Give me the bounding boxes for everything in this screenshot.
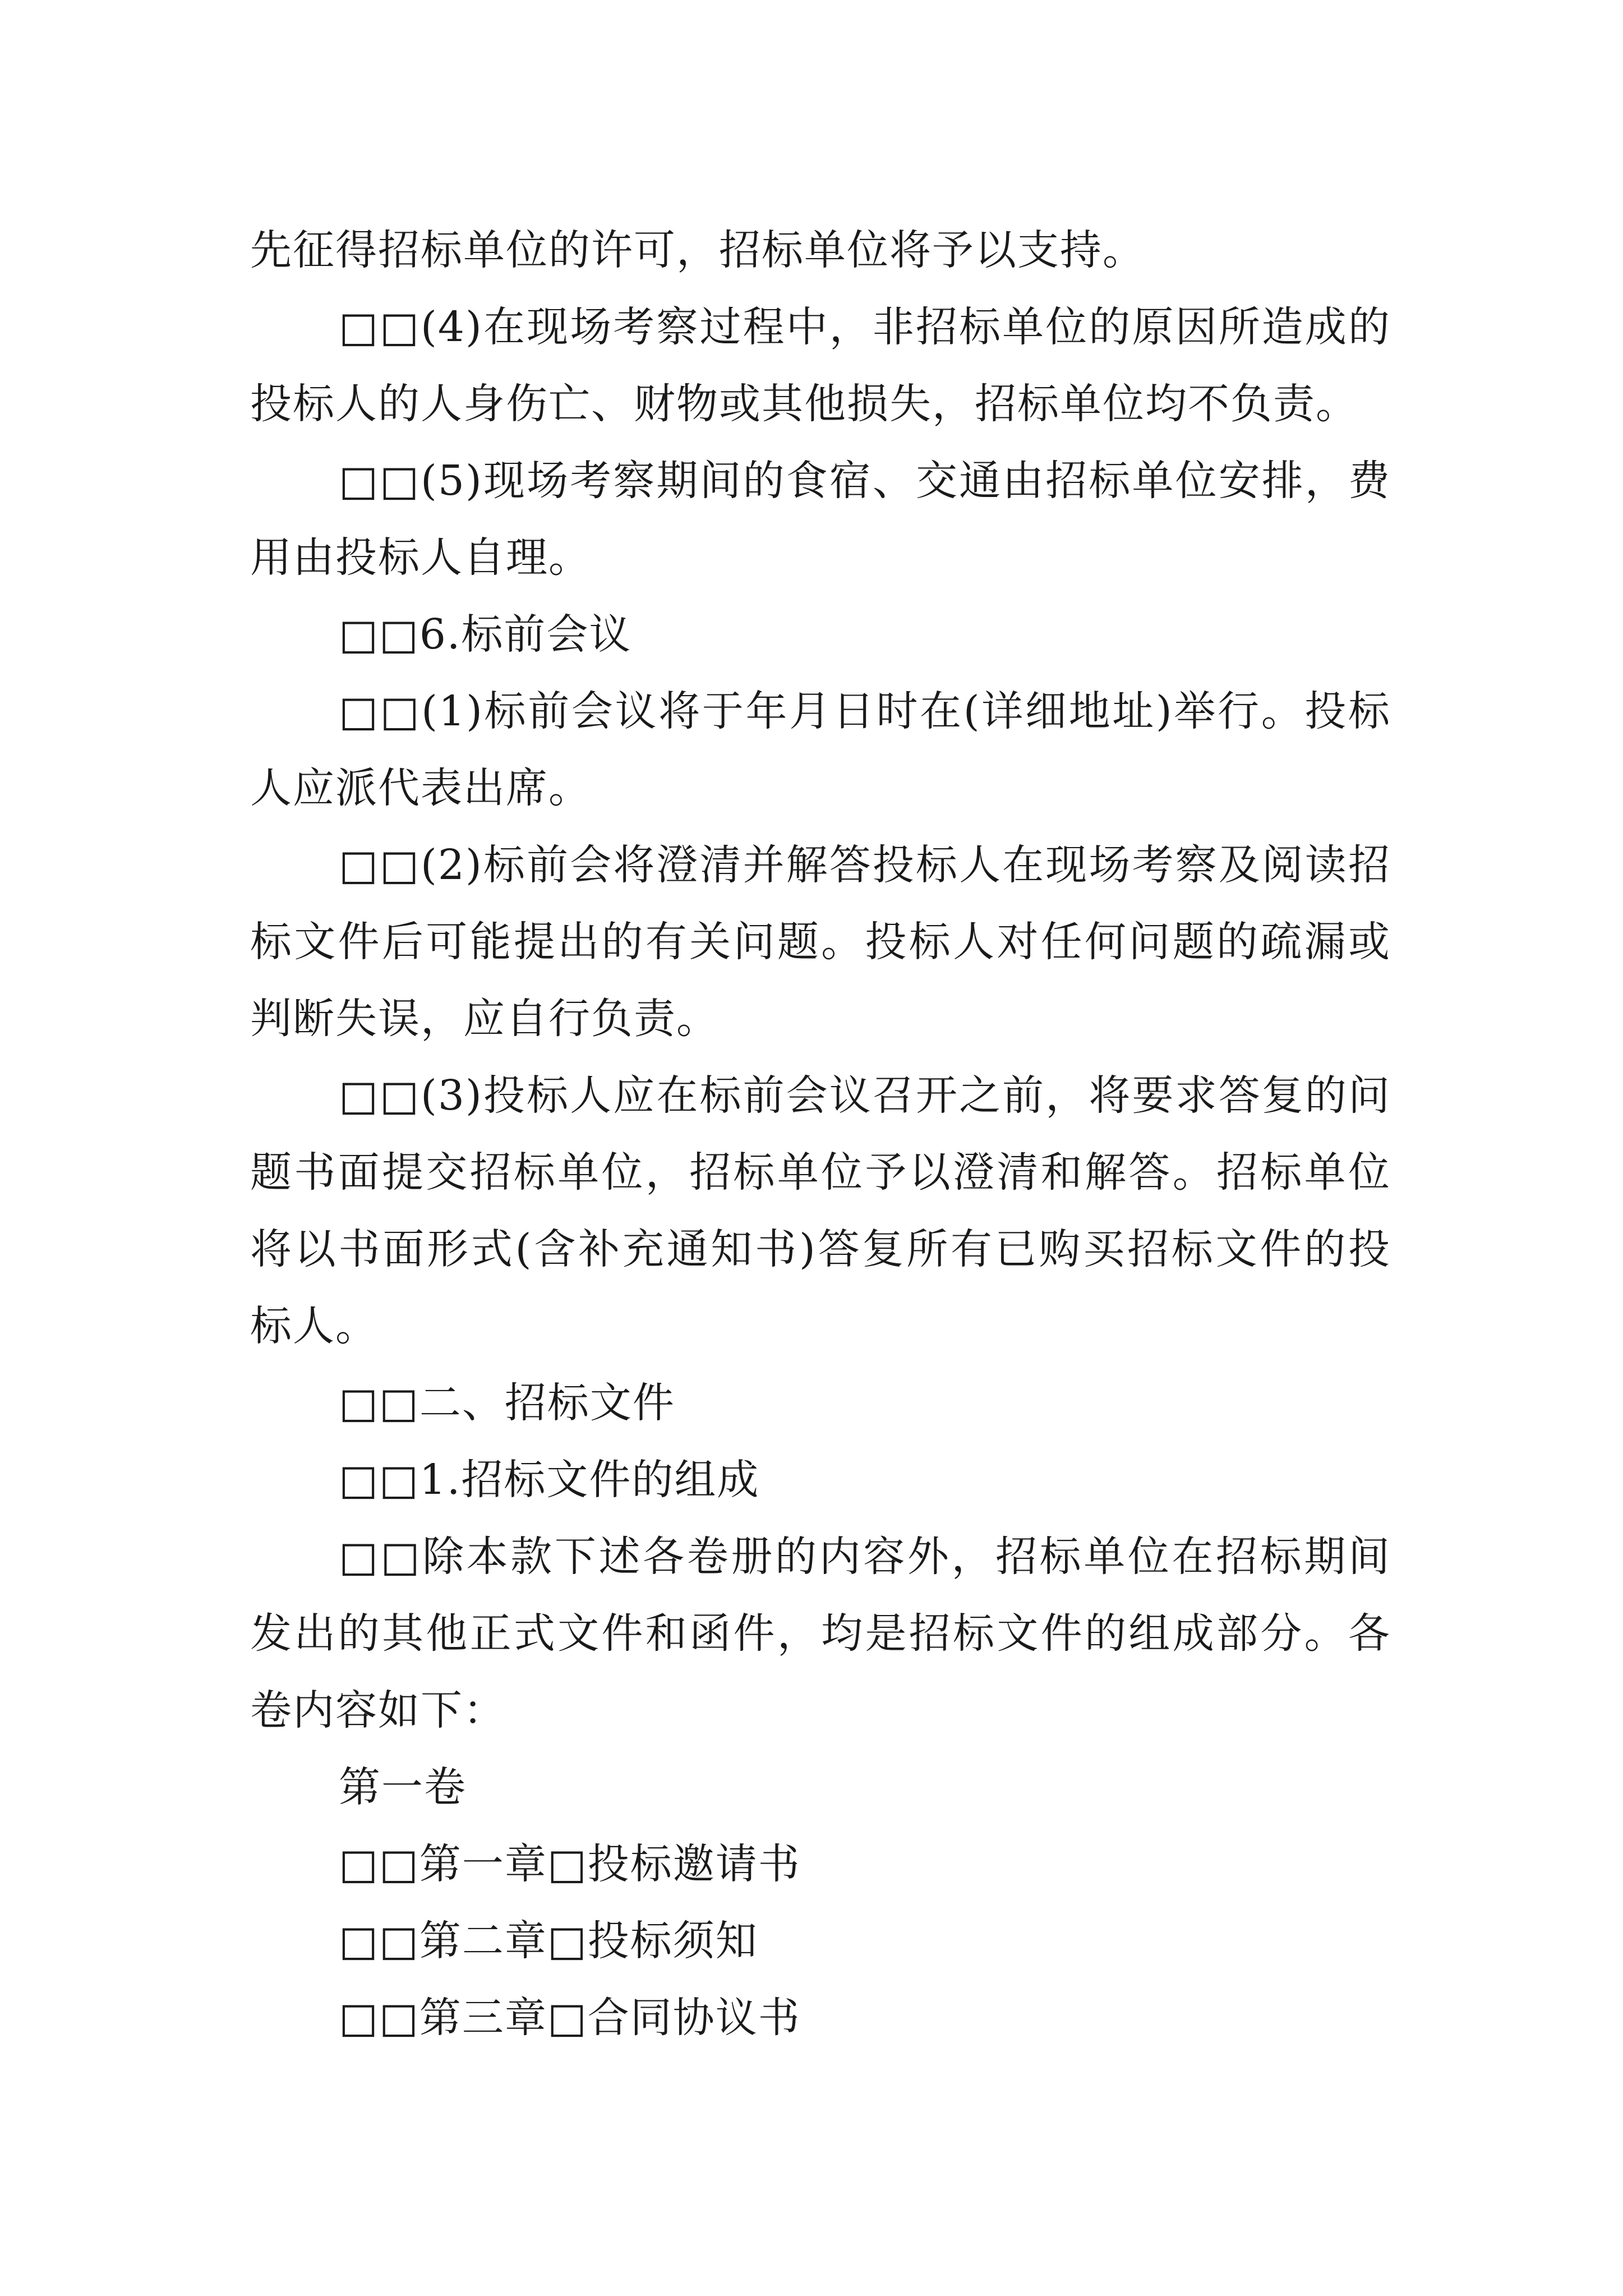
section-heading: □□6.标前会议 [339,610,632,659]
paragraph: □□(5)现场考察期间的食宿、交通由招标单位安排，费用由投标人自理。 [250,457,1391,582]
chapter-item: □□第三章□合同协议书 [339,1994,801,2042]
section-heading: □□二、招标文件 [339,1379,675,1427]
paragraph: 先征得招标单位的许可，招标单位将予以支持。 [250,226,1145,274]
subsection-heading: □□1.招标文件的组成 [339,1456,760,1504]
volume-heading: 第一卷 [339,1763,467,1811]
document-body [250,212,1391,2056]
paragraph: □□(3)投标人应在标前会议召开之前，将要求答复的问题书面提交招标单位，招标单位予以澄清和解答。招标单位将以书面形式(含补充通知书)答复所有已购买招标文件的投标人。 [250,1071,1391,1350]
paragraph: □□除本款下述各卷册的内容外，招标单位在招标期间发出的其他正式文件和函件，均是招标文件的组成部分。各卷内容如下： [250,1533,1391,1734]
paragraph: □□(4)在现场考察过程中，非招标单位的原因所造成的投标人的人身伤亡、财物或其他损失，招标单位均不负责。 [250,303,1391,428]
paragraph: □□(2)标前会将澄清并解答投标人在现场考察及阅读招标文件后可能提出的有关问题。投标人对任何问题的疏漏或判断失误，应自行负责。 [250,841,1391,1043]
chapter-item: □□第一章□投标邀请书 [339,1840,801,1888]
paragraph: □□(1)标前会议将于年月日时在(详细地址)举行。投标人应派代表出席。 [250,687,1391,812]
chapter-item: □□第二章□投标须知 [339,1917,758,1965]
